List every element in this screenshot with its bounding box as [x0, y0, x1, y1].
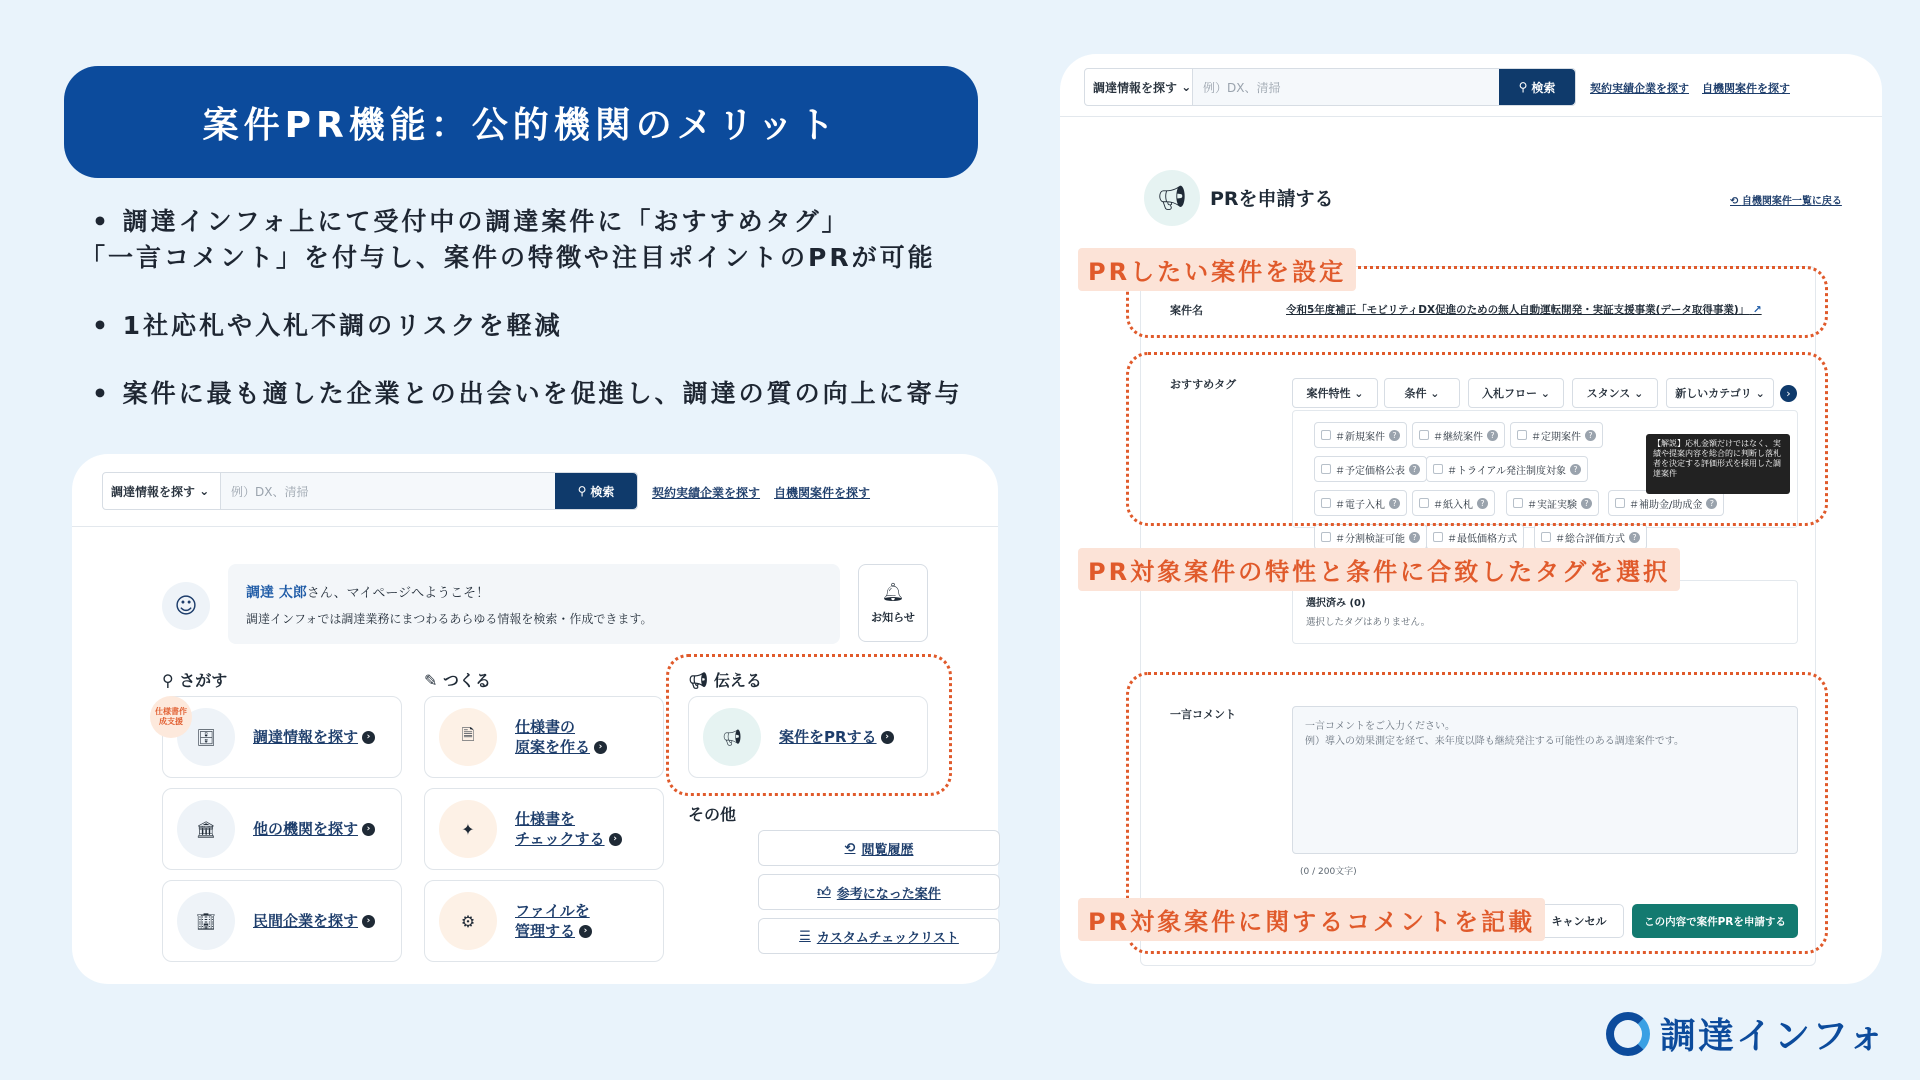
user-name: 調達 太郎: [246, 585, 307, 601]
tag-price-disclosed[interactable]: ＃予定価格公表 ?: [1314, 456, 1427, 482]
arrow-icon: ›: [362, 823, 375, 836]
tag-comprehensive-eval[interactable]: ＃総合評価方式 ?: [1534, 524, 1647, 550]
help-icon: ?: [1487, 430, 1498, 441]
help-icon: ?: [1409, 464, 1420, 475]
document-draft-icon: 🗎: [439, 708, 497, 766]
welcome-box: [228, 564, 840, 644]
tag-subsidy[interactable]: ＃補助金/助成金 ?: [1608, 490, 1724, 516]
procurement-icon: 🗄︎: [177, 708, 235, 766]
help-icon: ?: [1629, 532, 1640, 543]
help-icon: ?: [1477, 498, 1488, 509]
selected-count: 選択済み (0): [1306, 598, 1366, 609]
tile-pr-case[interactable]: 📢︎ 案件をPRする ›: [688, 696, 928, 778]
search-icon: ⚲: [577, 484, 587, 498]
tag-paper-bid[interactable]: ＃紙入札 ?: [1412, 490, 1495, 516]
callout-write-comment: PR対象案件に関するコメントを記載: [1078, 898, 1545, 941]
callout-select-tags: PR対象案件の特性と条件に合致したタグを選択: [1078, 548, 1680, 591]
search-button[interactable]: ⚲ 検索: [555, 473, 637, 509]
search-category-select[interactable]: 調達情報を探す ⌄: [103, 473, 221, 509]
case-name-link[interactable]: 令和5年度補正「モビリティDX促進のための無人自動運転開発・実証支援事業(データ取得事業)」 ↗: [1286, 304, 1762, 316]
header-divider: [1060, 116, 1882, 117]
bullet-2: • 1社応札や入札不調のリスクを軽減: [92, 311, 563, 340]
bullet-1-line-2: 「一言コメント」を付与し、案件の特徴や注目ポイントのPRが可能: [80, 243, 936, 272]
help-icon: ?: [1706, 498, 1717, 509]
contract-companies-link[interactable]: 契約実績企業を探す: [1590, 82, 1689, 95]
arrow-icon: ›: [362, 915, 375, 928]
bullet-1-line-1: • 調達インフォ上にて受付中の調達案件に「おすすめタグ」: [92, 207, 850, 236]
tag-demonstration[interactable]: ＃実証実験 ?: [1506, 490, 1599, 516]
helpful-cases-button[interactable]: 👍︎ 参考になった案件: [758, 874, 1000, 910]
help-icon: ?: [1389, 430, 1400, 441]
help-icon: ?: [1570, 464, 1581, 475]
contract-companies-link[interactable]: 契約実績企業を探す: [652, 486, 761, 500]
arrow-icon: ›: [579, 925, 592, 938]
mypage-search-bar: [102, 472, 638, 510]
help-icon: ?: [1389, 498, 1400, 509]
arrow-icon: ›: [609, 833, 622, 846]
section-tsutaeru: 📢︎ 伝える: [688, 671, 762, 690]
bullet-3: • 案件に最も適した企業との出会いを促進し、調達の質の向上に寄与: [92, 379, 963, 408]
callout-set-case: PRしたい案件を設定: [1078, 248, 1356, 291]
tile-search-companies[interactable]: 🏢︎ 民間企業を探す ›: [162, 880, 402, 962]
logo-text: 調達インフォ: [1660, 1016, 1887, 1057]
history-icon: ⟲: [844, 840, 856, 856]
tag-tooltip: 【解説】応札金額だけではなく、実績や提案内容を総合的に判断し落札者を決定する評価形式を採用した調達案件: [1646, 434, 1790, 494]
help-icon: ?: [1585, 430, 1596, 441]
office-icon: 🏢︎: [177, 892, 235, 950]
bell-icon: 🔔︎: [881, 581, 905, 603]
slide-title-banner: [64, 66, 978, 178]
tab-new-category[interactable]: 新しいカテゴリ ⌄: [1666, 378, 1774, 408]
greeting-text: さん、マイページへようこそ！: [306, 586, 490, 601]
arrow-icon: ›: [881, 731, 894, 744]
tab-stance[interactable]: スタンス ⌄: [1572, 378, 1658, 408]
help-icon: ?: [1581, 498, 1592, 509]
file-gear-icon: ⚙: [439, 892, 497, 950]
tag-highlight-box: [1126, 352, 1828, 526]
search-input[interactable]: 例）DX、清掃: [1193, 69, 1499, 105]
search-category-select[interactable]: 調達情報を探す ⌄: [1085, 69, 1193, 105]
megaphone-icon: 📢︎: [688, 671, 709, 690]
help-icon: ?: [1409, 532, 1420, 543]
own-cases-link[interactable]: 自機関案件を探す: [774, 486, 871, 500]
tag-trial-order[interactable]: ＃トライアル発注制度対象 ?: [1426, 456, 1588, 482]
case-name-label: 案件名: [1170, 304, 1203, 317]
list-icon: ☰: [799, 928, 811, 944]
sparkle-document-icon: ✦: [439, 800, 497, 858]
search-icon: ⚲: [1518, 80, 1528, 94]
welcome-message: 調達インフォでは調達業務にまつわるあらゆる情報を検索・作成できます。: [246, 612, 653, 626]
pencil-icon: ✎: [424, 671, 438, 690]
arrow-icon: ›: [362, 731, 375, 744]
pr-megaphone-icon: 📢︎: [703, 708, 761, 766]
tag-lowest-price[interactable]: ＃最低価格方式: [1426, 524, 1524, 550]
history-button[interactable]: ⟲ 閲覧履歴: [758, 830, 1000, 866]
external-link-icon: ↗: [1752, 304, 1762, 316]
slide-title: 案件PR機能：公的機関のメリット: [202, 104, 840, 146]
submit-pr-button[interactable]: この内容で案件PRを申請する: [1632, 904, 1798, 938]
pr-page-title: PRを申請する: [1210, 188, 1334, 210]
section-sagasu: ⚲ さがす: [162, 671, 228, 690]
tab-case-characteristics[interactable]: 案件特性 ⌄: [1292, 378, 1378, 408]
tag-label: おすすめタグ: [1170, 378, 1237, 391]
pr-form-screenshot-card: [1060, 54, 1882, 984]
logo-mark-icon: [1606, 1012, 1650, 1056]
tab-bid-flow[interactable]: 入札フロー ⌄: [1468, 378, 1564, 408]
tag-e-bid[interactable]: ＃電子入札 ?: [1314, 490, 1407, 516]
custom-checklist-button[interactable]: ☰ カスタムチェックリスト: [758, 918, 1000, 954]
comment-textarea[interactable]: 一言コメントをご入力ください。 例）導入の効果測定を経て、来年度以降も継続発注する可能性のある調達案件です。: [1292, 706, 1798, 854]
pr-search-bar: [1084, 68, 1576, 106]
tile-search-procurement[interactable]: 🗄︎ 調達情報を探す ›: [162, 696, 402, 778]
search-icon: ⚲: [162, 671, 174, 690]
arrow-icon: ›: [594, 741, 607, 754]
tag-continuing-case[interactable]: ＃継続案件 ?: [1412, 422, 1505, 448]
tab-conditions[interactable]: 条件 ⌄: [1384, 378, 1460, 408]
building-icon: 🏛︎: [177, 800, 235, 858]
tile-check-spec[interactable]: ✦ 仕様書を チェックする ›: [424, 788, 664, 870]
mypage-screenshot-card: [72, 454, 998, 984]
notice-button[interactable]: [858, 564, 928, 642]
brand-logo: [1606, 1008, 1886, 1059]
char-count: (0 / 200文字): [1300, 867, 1357, 877]
tag-new-case[interactable]: ＃新規案件 ?: [1314, 422, 1407, 448]
tile-manage-files[interactable]: ⚙ ファイルを 管理する ›: [424, 880, 664, 962]
search-input[interactable]: 例）DX、清掃: [221, 473, 555, 509]
notice-label: お知らせ: [871, 610, 915, 624]
comment-label: 一言コメント: [1170, 708, 1236, 721]
section-sonota: その他: [688, 805, 737, 824]
pr-highlight-box: [666, 654, 952, 796]
thumbs-up-icon: 👍︎: [817, 884, 831, 900]
tile-search-agencies[interactable]: 🏛︎ 他の機関を探す ›: [162, 788, 402, 870]
section-tsukuru: ✎ つくる: [424, 671, 491, 690]
tag-split-verify[interactable]: ＃分割検証可能 ?: [1314, 524, 1427, 550]
cancel-button[interactable]: キャンセル: [1534, 904, 1624, 938]
back-to-own-cases-link[interactable]: ⟲ 自機関案件一覧に戻る: [1730, 196, 1842, 207]
search-button[interactable]: ⚲ 検索: [1499, 69, 1575, 105]
tag-periodic-case[interactable]: ＃定期案件 ?: [1510, 422, 1603, 448]
spec-support-badge: 仕様書作成支援: [150, 696, 192, 738]
own-cases-link[interactable]: 自機関案件を探す: [1702, 82, 1790, 95]
tab-next-icon[interactable]: ›: [1780, 385, 1797, 402]
selected-empty-text: 選択したタグはありません。: [1306, 617, 1431, 628]
pr-megaphone-icon: 📢︎: [1144, 170, 1200, 226]
tile-draft-spec[interactable]: 🗎 仕様書の 原案を作る ›: [424, 696, 664, 778]
robot-avatar-icon: ☺: [162, 582, 210, 630]
header-divider: [72, 526, 998, 527]
